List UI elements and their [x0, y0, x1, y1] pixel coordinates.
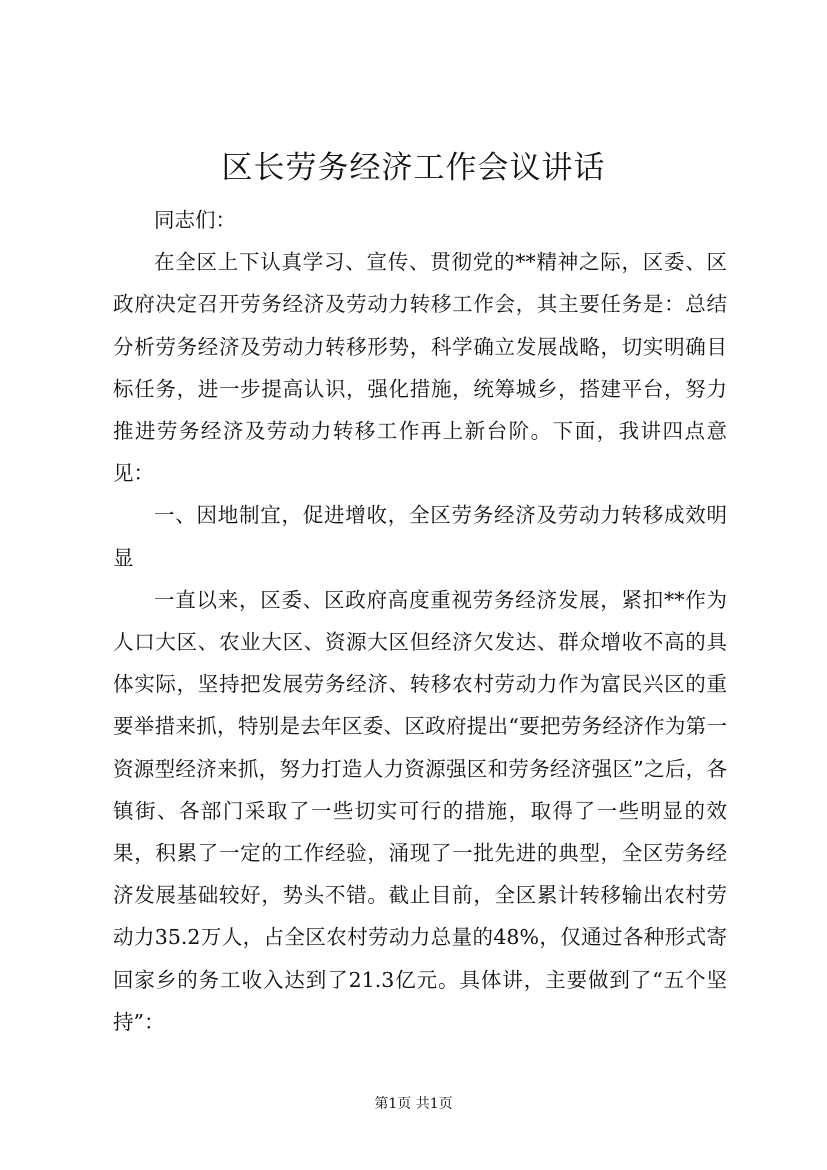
- body-paragraph: 一直以来，区委、区政府高度重视劳务经济发展，紧扣**作为人口大区、农业大区、资源大区但经济欠发达、群众增收不高的具体实际，坚持把发展劳务经济、转移农村劳动力作为富民兴区的重要举措来抓，特别是去年区委、区政府提出“要把劳务经济作为第一资源型经济来抓，努力打造人力资源强区和劳务经济强区”之后，各镇街、各部门采取了一些切实可行的措施，取得了一些明显的效果，积累了一定的工作经验，涌现了一批先进的典型，全区劳务经济发展基础较好，势头不错。截止目前，全区累计转移输出农村劳动力35.2万人，占全区农村劳动力总量的48%，仅通过各种形式寄回家乡的务工收入达到了21.3亿元。具体讲，主要做到了“五个坚持”：: [113, 587, 727, 1034]
- document-title: 区长劳务经济工作会议讲话: [221, 150, 606, 186]
- document-body: [113, 199, 727, 1043]
- salutation: 同志们：: [154, 208, 236, 232]
- body-paragraph: 在全区上下认真学习、宣传、贯彻党的**精神之际，区委、区政府决定召开劳务经济及劳动力转移工作会，其主要任务是：总结分析劳务经济及劳动力转移形势，科学确立发展战略，切实明确目标任务，进一步提高认识，强化措施，统筹城乡，搭建平台，努力推进劳务经济及劳动力转移工作再上新台阶。下面，我讲四点意见：: [113, 250, 727, 486]
- section-heading: 一、因地制宜，促进增收，全区劳务经济及劳动力转移成效明显: [113, 503, 727, 570]
- page-footer: 第1页 共1页: [374, 1096, 453, 1112]
